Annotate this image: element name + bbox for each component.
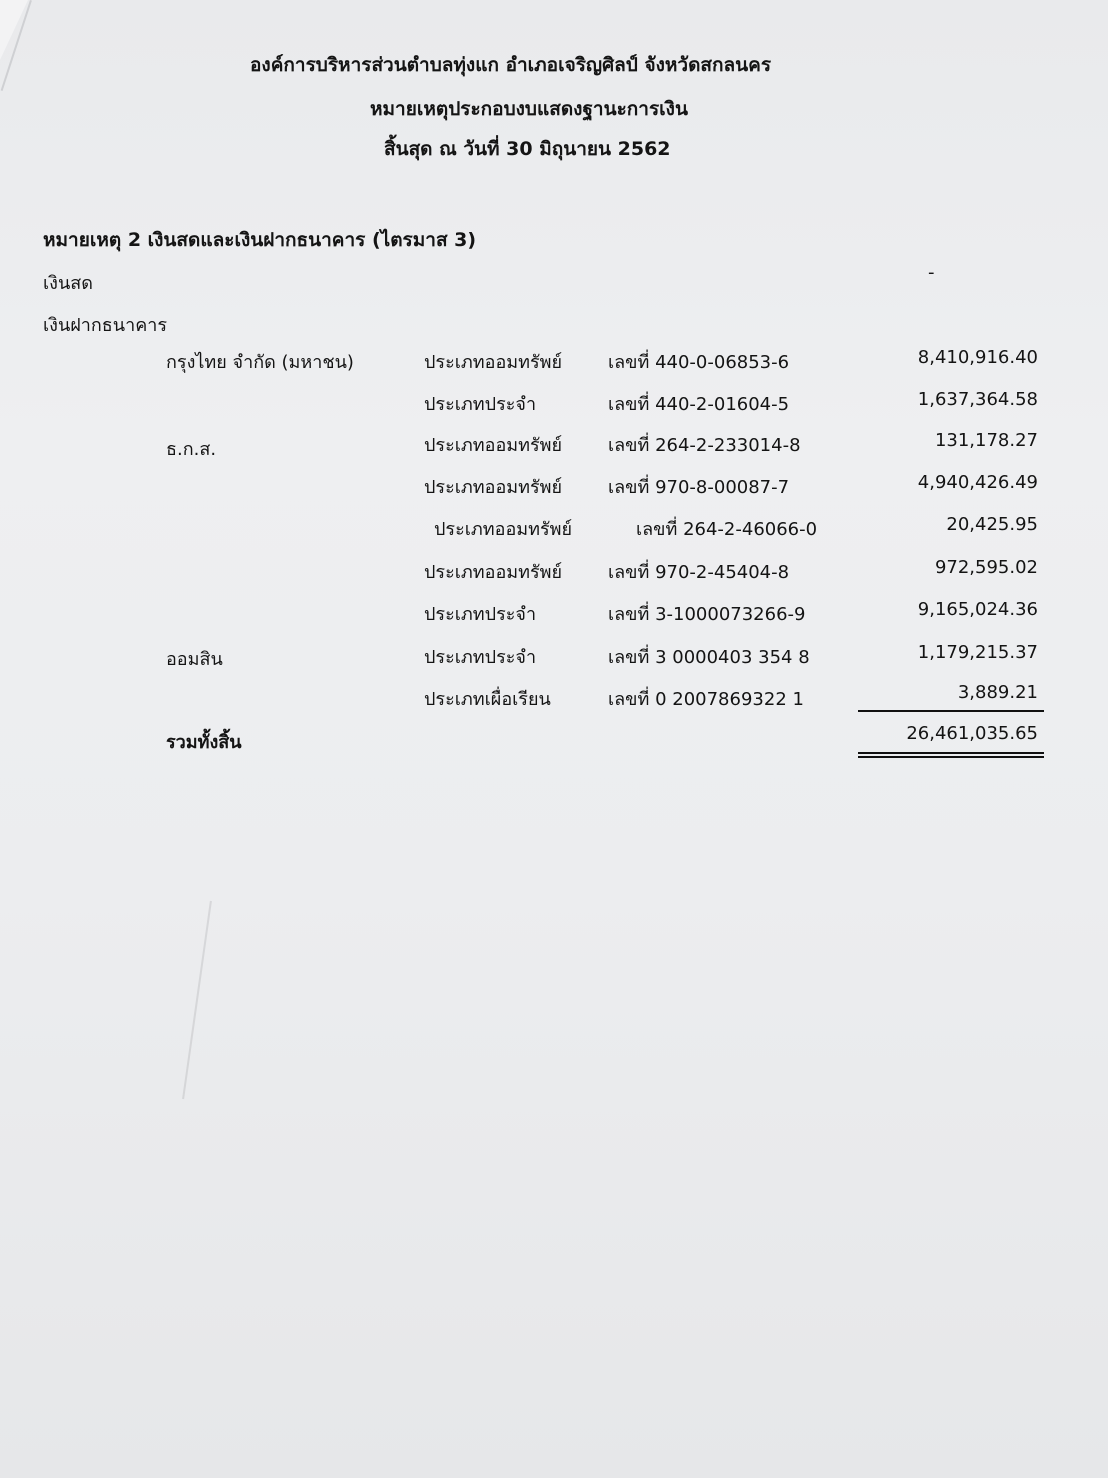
organization-title: องค์การบริหารส่วนตำบลทุ่งแก อำเภอเจริญศิลป์ จังหวัดสกลนคร: [250, 54, 772, 76]
total-double-rule-bottom: [858, 756, 1044, 758]
account-type: ประเภทเผื่อเรียน: [424, 689, 551, 710]
account-number: เลขที่ 970-8-00087-7: [608, 477, 790, 498]
paper-crease: [182, 901, 212, 1099]
account-amount: 972,595.02: [934, 557, 1038, 578]
account-number: เลขที่ 3 0000403 354 8: [608, 647, 810, 668]
bank-deposits-label: เงินฝากธนาคาร: [43, 315, 168, 336]
account-amount: 8,410,916.40: [917, 347, 1038, 368]
account-amount: 20,425.95: [946, 514, 1038, 535]
cash-value: -: [928, 262, 935, 283]
account-number: เลขที่ 264-2-233014-8: [608, 435, 801, 456]
subtotal-rule: [858, 710, 1044, 712]
account-amount: 3,889.21: [957, 682, 1038, 703]
account-type: ประเภทประจำ: [424, 647, 537, 668]
account-amount: 9,165,024.36: [917, 599, 1038, 620]
cash-label: เงินสด: [43, 273, 93, 294]
account-type: ประเภทประจำ: [424, 394, 537, 415]
account-amount: 131,178.27: [934, 430, 1038, 451]
account-type: ประเภทออมทรัพย์: [424, 352, 563, 373]
total-double-rule-top: [858, 752, 1044, 754]
account-type: ประเภทออมทรัพย์: [424, 477, 563, 498]
bank-name-baac: ธ.ก.ส.: [166, 439, 217, 460]
account-type: ประเภทออมทรัพย์: [424, 562, 563, 583]
total-value: 26,461,035.65: [906, 723, 1038, 744]
bank-name-ktb: กรุงไทย จำกัด (มหาชน): [166, 352, 354, 373]
note-title: หมายเหตุ 2 เงินสดและเงินฝากธนาคาร (ไตรมาส 3): [43, 229, 477, 251]
account-number: เลขที่ 3-1000073266-9: [608, 604, 806, 625]
account-amount: 4,940,426.49: [917, 472, 1038, 493]
account-number: เลขที่ 440-2-01604-5: [608, 394, 790, 415]
account-type: ประเภทออมทรัพย์: [434, 519, 573, 540]
account-type: ประเภทประจำ: [424, 604, 537, 625]
account-amount: 1,637,364.58: [917, 389, 1038, 410]
bank-name-gsb: ออมสิน: [166, 649, 223, 670]
account-number: เลขที่ 0 2007869322 1: [608, 689, 804, 710]
account-type: ประเภทออมทรัพย์: [424, 435, 563, 456]
account-number: เลขที่ 264-2-46066-0: [636, 519, 818, 540]
account-amount: 1,179,215.37: [917, 642, 1038, 663]
account-number: เลขที่ 440-0-06853-6: [608, 352, 790, 373]
statement-date: สิ้นสุด ณ วันที่ 30 มิถุนายน 2562: [384, 138, 671, 160]
statement-title: หมายเหตุประกอบงบแสดงฐานะการเงิน: [370, 98, 688, 120]
total-label: รวมทั้งสิ้น: [166, 732, 242, 753]
account-number: เลขที่ 970-2-45404-8: [608, 562, 790, 583]
